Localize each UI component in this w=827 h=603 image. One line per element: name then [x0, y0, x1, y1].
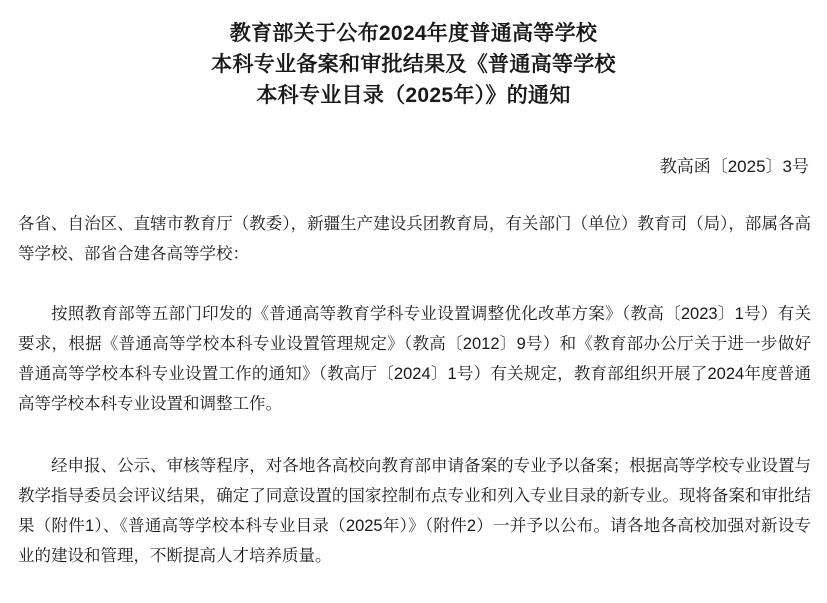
page-title-line-1: 教育部关于公布2024年度普通高等学校 [229, 22, 598, 45]
paragraph-2: 经申报、公示、审核等程序，对各地各高校向教育部申请备案的专业予以备案；根据高等学校专业设置与教学指导委员会评议结果，确定了同意设置的国家控制布点专业和列入专业目录的新专业。现将备案和审批结果（附件1）、《普通高等学校本科专业目录（2025年）》（附件2）一并予以公布。请各地各高校加强对新设专业的建设和管理，不断提高人才培养质量。 [18, 457, 811, 565]
page-title-line-3: 本科专业目录（2025年）》的通知 [256, 84, 571, 107]
document-number: 教高函〔2025〕3号 [659, 157, 809, 176]
salutation: 各省、自治区、直辖市教育厅（教委），新疆生产建设兵团教育局，有关部门（单位）教育司（局），部属各高等学校、部省合建各高等学校： [18, 215, 811, 263]
page-title-line-2: 本科专业备案和审批结果及《普通高等学校 [211, 53, 616, 76]
paragraph-1: 按照教育部等五部门印发的《普通高等教育学科专业设置调整优化改革方案》（教高〔2023〕1号）有关要求，根据《普通高等学校本科专业设置管理规定》（教高〔2012〕9号）和《教育部办公厅关于进一步做好普通高等学校本科专业设置工作的通知》（教高厅〔2024〕1号）有关规定，教育部组织开展了2024年度普通高等学校本科专业设置和调整工作。 [18, 305, 811, 413]
document-body [0, 209, 827, 571]
page-title [0, 0, 827, 111]
